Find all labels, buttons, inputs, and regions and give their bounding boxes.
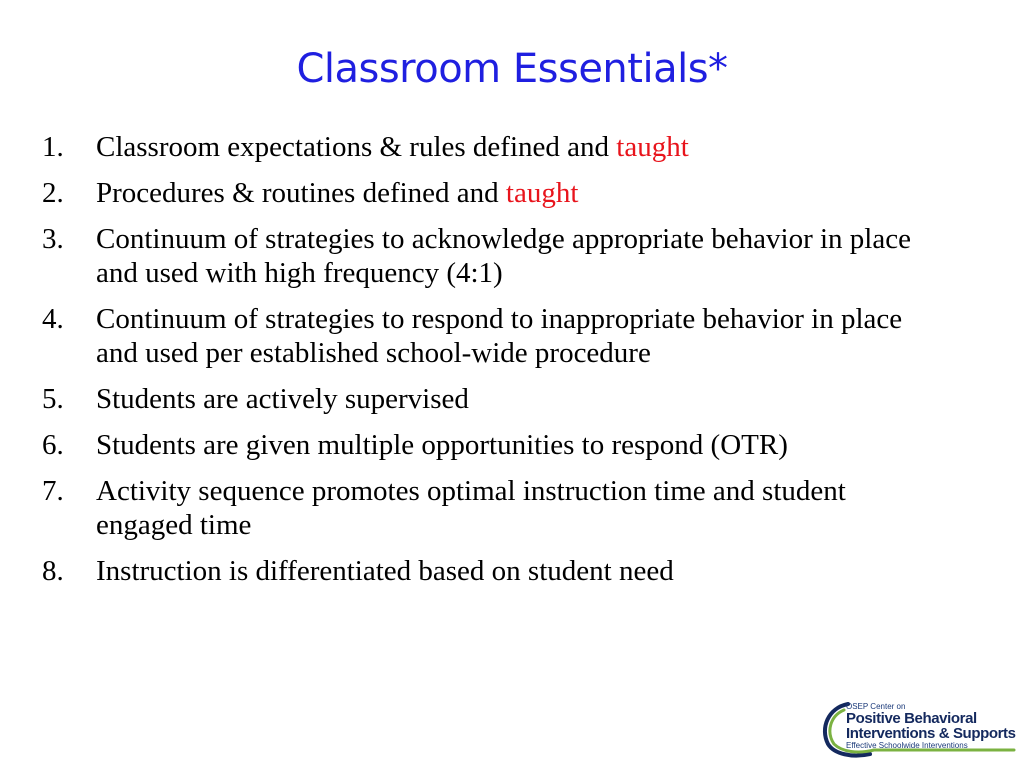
logo-text xyxy=(846,702,1016,750)
list-item xyxy=(42,222,922,290)
highlight-word: taught xyxy=(616,131,689,163)
list-item xyxy=(42,428,922,462)
item-text: Activity sequence promotes optimal instruction time and student engaged time xyxy=(96,475,846,541)
item-text: Students are actively supervised xyxy=(96,383,469,415)
item-number: 3. xyxy=(42,223,64,255)
item-text: Classroom expectations & rules defined and taught xyxy=(96,131,689,163)
item-text: Continuum of strategies to respond to inappropriate behavior in place and used per established school-wide procedure xyxy=(96,303,903,369)
item-number: 4. xyxy=(42,303,64,335)
list-item xyxy=(42,554,922,588)
essentials-list xyxy=(42,130,922,600)
list-item xyxy=(42,130,922,164)
pbis-logo xyxy=(818,698,1018,760)
list-item xyxy=(42,302,922,370)
item-text: Continuum of strategies to acknowledge appropriate behavior in place and used with high frequency (4:1) xyxy=(96,223,911,289)
item-text: Procedures & routines defined and taught xyxy=(96,177,579,209)
logo-line-4: Effective Schoolwide Interventions xyxy=(846,741,968,750)
item-number: 6. xyxy=(42,429,64,461)
logo-line-3: Interventions & Supports xyxy=(846,725,1016,742)
highlight-word: taught xyxy=(505,177,579,209)
logo-line-1: OSEP Center on xyxy=(846,702,906,711)
item-number: 1. xyxy=(42,131,64,163)
list-item xyxy=(42,176,922,210)
item-number: 2. xyxy=(42,177,64,209)
item-text: Instruction is differentiated based on student need xyxy=(96,555,674,587)
list-item xyxy=(42,382,922,416)
item-number: 8. xyxy=(42,555,64,587)
item-text: Students are given multiple opportunities to respond (OTR) xyxy=(96,429,788,461)
item-number: 7. xyxy=(42,475,64,507)
list-item xyxy=(42,474,922,542)
logo-line-2: Positive Behavioral xyxy=(846,710,977,727)
item-number: 5. xyxy=(42,383,64,415)
slide-title: Classroom Essentials* xyxy=(296,46,728,92)
